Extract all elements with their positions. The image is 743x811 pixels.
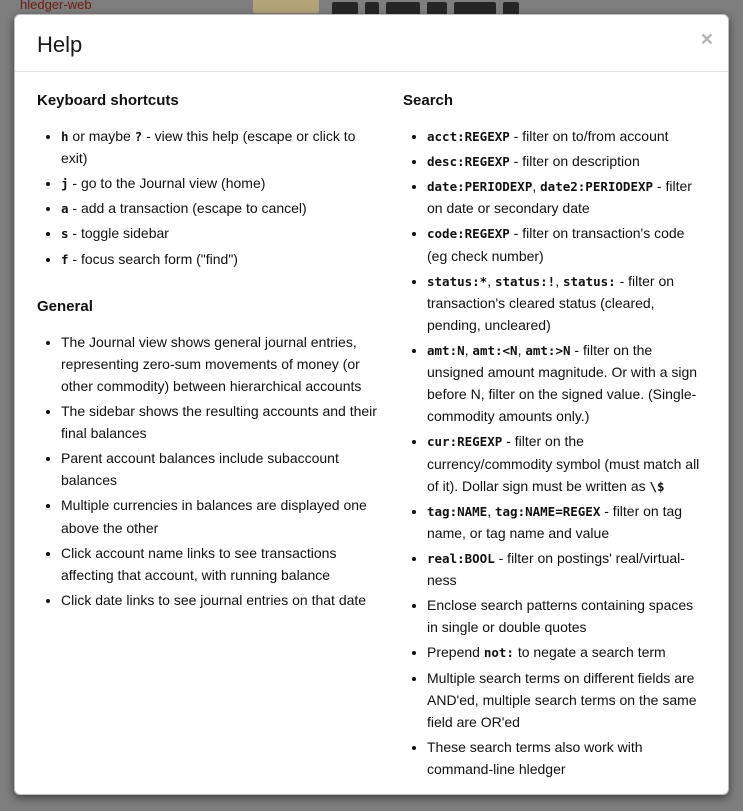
list-item: • Prepend not: to negate a search term (427, 641, 706, 663)
code-term: not: (483, 645, 514, 661)
list-item: • tag:NAME, tag:NAME=REGEX - filter on tag name, or tag name and value (427, 500, 706, 544)
section-heading-search: Search (403, 92, 454, 109)
list-item: • The Journal view shows general journal entries, representing zero-sum movements of money (or other commodity) between hierarchical accounts (61, 331, 379, 397)
code-term: tag:NAME=REGEX (495, 503, 601, 519)
list-item: • h or maybe ? - view this help (escape or click to exit) (61, 125, 379, 169)
modal-header (15, 15, 728, 72)
list-item: • desc:REGEXP - filter on description (427, 150, 706, 172)
code-term: date2:PERIODEXP (540, 179, 654, 195)
code-term: status:! (495, 273, 556, 289)
list-item: • The sidebar shows the resulting accounts and their final balances (61, 400, 379, 444)
section-heading-keyboard-shortcuts: Keyboard shortcuts (37, 92, 179, 109)
list-item: • real:BOOL - filter on postings' real/virtual-ness (427, 547, 706, 591)
section-heading-general: General (37, 297, 93, 315)
list-item: • Multiple search terms on different fields are AND'ed, multiple search terms on the same field are OR'ed (427, 667, 706, 733)
code-term: amt:<N (472, 342, 518, 358)
list-item: • acct:REGEXP - filter on to/from account (427, 125, 706, 147)
code-term: ? (134, 129, 143, 144)
page-heading-fragment (332, 2, 526, 14)
background-highlight (253, 0, 319, 13)
list-item: • Click date links to see journal entries on that date (61, 589, 379, 611)
code-term: s (61, 226, 69, 242)
list-item: • a - add a transaction (escape to cancel) (61, 197, 379, 219)
general-list (37, 331, 379, 611)
code-term: date:PERIODEXP (427, 179, 533, 195)
code-term: amt:>N (525, 342, 571, 358)
code-term: tag:NAME (427, 503, 488, 519)
code-term: status: (563, 273, 616, 289)
list-item: • status:*, status:!, status: - filter on transaction's cleared status (cleared, pending, uncleared) (427, 270, 706, 336)
list-item: • f - focus search form ("find") (61, 248, 379, 270)
code-term: desc:REGEXP (427, 154, 510, 170)
list-item: • date:PERIODEXP, date2:PERIODEXP - filter on date or secondary date (427, 175, 706, 219)
list-item: • Enclose search patterns containing spaces in single or double quotes (427, 594, 706, 638)
modal-title: Help (37, 32, 83, 57)
code-term: f (61, 251, 69, 267)
keyboard-shortcuts-list (37, 125, 379, 270)
list-item: • code:REGEXP - filter on transaction's code (eg check number) (427, 222, 706, 266)
list-item: • s - toggle sidebar (61, 222, 379, 244)
search-list (403, 125, 706, 780)
code-term: a (61, 201, 69, 217)
list-item: • amt:N, amt:<N, amt:>N - filter on the unsigned amount magnitude. Or with a sign before N, filter on the signed value. (Single-commodity amounts only.) (427, 339, 706, 427)
code-term: h (61, 129, 69, 144)
modal-body (15, 72, 728, 795)
code-term: acct:REGEXP (427, 129, 510, 144)
brand-link: hledger-web (20, 0, 92, 12)
list-item: • Multiple currencies in balances are displayed one above the other (61, 494, 379, 538)
close-icon[interactable]: × (700, 28, 713, 51)
code-term: cur:REGEXP (427, 434, 503, 450)
code-term: status:* (427, 273, 488, 289)
code-term: j (61, 176, 69, 192)
list-item: • cur:REGEXP - filter on the currency/commodity symbol (must match all of it). Dollar sign must be written as \$ (427, 430, 706, 496)
code-term: \$ (649, 478, 665, 494)
list-item: • Parent account balances include subaccount balances (61, 447, 379, 491)
right-column (403, 88, 706, 783)
list-item: • j - go to the Journal view (home) (61, 172, 379, 194)
help-modal (14, 14, 729, 795)
code-term: real:BOOL (427, 550, 495, 566)
code-term: code:REGEXP (427, 226, 510, 242)
background-page (0, 0, 743, 14)
code-term: amt:N (427, 342, 465, 358)
list-item: • These search terms also work with command-line hledger (427, 736, 706, 780)
left-column (37, 88, 379, 783)
list-item: • Click account name links to see transactions affecting that account, with running balance (61, 542, 379, 586)
